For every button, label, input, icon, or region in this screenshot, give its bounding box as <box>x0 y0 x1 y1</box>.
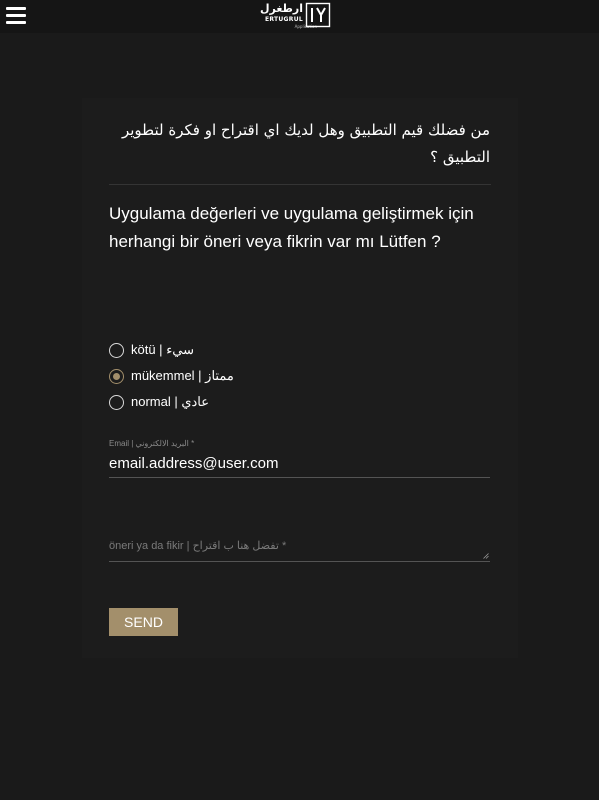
email-field <box>109 439 490 478</box>
rating-option-excellent[interactable] <box>109 363 234 389</box>
rating-option-bad[interactable] <box>109 337 234 363</box>
top-bar <box>0 0 599 33</box>
rating-option-label: kötü | سيء <box>131 342 195 357</box>
question-arabic: من فضلك قيم التطبيق وهل لديك اي اقتراح او فكرة لتطوير التطبيق ؟ <box>121 121 490 166</box>
send-button[interactable]: SEND <box>109 608 178 636</box>
email-input[interactable] <box>109 453 490 473</box>
hamburger-menu-icon[interactable] <box>6 7 26 24</box>
radio-button[interactable] <box>109 343 124 358</box>
logo-subtitle: Application <box>294 24 317 29</box>
logo-mark-icon <box>305 2 331 28</box>
question-divider <box>109 184 491 185</box>
suggestion-field <box>109 534 490 562</box>
radio-button[interactable] <box>109 395 124 410</box>
app-logo[interactable] <box>259 2 331 31</box>
logo-arabic-text: ارطغرل <box>259 2 303 15</box>
rating-radio-group <box>109 337 234 415</box>
rating-option-label: normal | عادي <box>131 394 210 409</box>
question-turkish: Uygulama değerleri ve uygulama geliştirmek için herhangi bir öneri veya fikrin var mı Lütfen ? <box>109 204 474 251</box>
rating-option-normal[interactable] <box>109 389 234 415</box>
suggestion-textarea[interactable] <box>109 534 490 560</box>
rating-option-label: mükemmel | ممتاز <box>131 368 234 383</box>
email-field-label: Email | البريد الالكتروني * <box>109 439 195 448</box>
resize-handle-icon[interactable] <box>483 553 489 559</box>
radio-button-selected[interactable] <box>109 369 124 384</box>
logo-latin-text: ERTUGRUL <box>264 16 303 23</box>
